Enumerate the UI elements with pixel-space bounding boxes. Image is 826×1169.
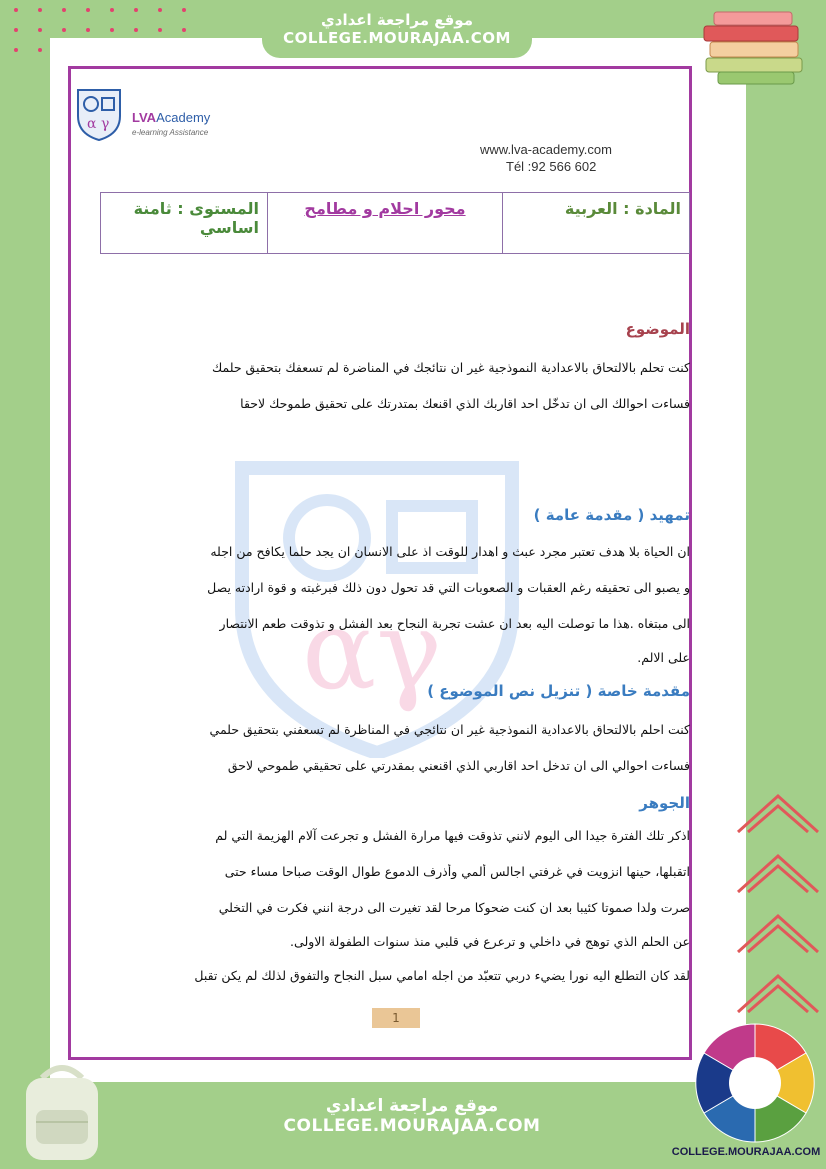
svg-text:α: α <box>87 116 97 132</box>
decorative-dot <box>86 28 90 32</box>
bottom-banner-arabic: موقع مراجعة اعدادي <box>325 1096 499 1116</box>
bottom-banner-url[interactable]: COLLEGE.MOURAJAA.COM <box>283 1116 541 1136</box>
decorative-dot <box>182 28 186 32</box>
core-line: صرت ولدا صموتا كئيبا بعد ان كنت ضحوكا مرحا لقد تغيرت الى درجة انني فكرت في التخلي <box>218 900 690 915</box>
core-line: اذكر تلك الفترة جيدا الى اليوم لانني تذوقت فيها مرارة الفشل و تجرعت آلام الهزيمة التي لم <box>215 828 690 843</box>
decorative-dot <box>14 48 18 52</box>
decorative-dot <box>134 28 138 32</box>
chevron-up-icon <box>734 792 822 1022</box>
decorative-dot <box>158 8 162 12</box>
academy-phone: Tél :92 566 602 <box>506 159 597 174</box>
school-wheel-icon <box>694 1022 816 1144</box>
decorative-dot <box>182 8 186 12</box>
backpack-icon <box>12 1058 112 1163</box>
core-line: اتقبلها، حينها انزويت في غرفتي اجالس ألمي وأذرف الدموع طوال الوقت صباحا مساء حتى <box>224 864 690 879</box>
decorative-dot <box>86 8 90 12</box>
decorative-dot <box>158 28 162 32</box>
level-cell: المستوى : ثامنة اساسي <box>101 193 268 254</box>
topic-heading: الموضوع <box>625 320 690 338</box>
decorative-dot <box>62 8 66 12</box>
lva-logo <box>74 86 234 146</box>
decorative-dot <box>38 28 42 32</box>
core-line: لقد كان التطلع اليه نورا يضيء دربي تتعبّد من اجله امامي سبل النجاح والتفوق لذلك لم يكن تقبل <box>194 968 690 983</box>
subject-cell: المادة : العربية <box>503 193 690 254</box>
corner-site-label[interactable]: COLLEGE.MOURAJAA.COM <box>671 1146 821 1158</box>
academy-name: LVAAcademy <box>132 110 211 125</box>
decorative-dot <box>134 8 138 12</box>
intro-heading: تمهيد ( مقدمة عامة ) <box>533 506 690 524</box>
core-heading: الجوهر <box>639 794 690 812</box>
decorative-dot <box>110 28 114 32</box>
watermark-logo-icon <box>232 458 522 758</box>
top-banner-url[interactable]: COLLEGE.MOURAJAA.COM <box>283 29 511 47</box>
topic-line: فساءت احوالك الى ان تدخّل احد اقاربك الذي اقنعك بمتدرتك على تحقيق طموحك لاحقا <box>240 396 690 411</box>
decorative-dot <box>14 8 18 12</box>
top-banner-arabic: موقع مراجعة اعدادي <box>321 11 473 29</box>
svg-text:γ: γ <box>101 116 110 132</box>
academy-website[interactable]: www.lva-academy.com <box>480 142 612 157</box>
lva-logo-icon <box>74 86 124 142</box>
decorative-dot <box>38 8 42 12</box>
core-line: عن الحلم الذي توهج في داخلي و ترعرع في قلبي منذ سنوات الطفولة الاولى. <box>290 934 690 949</box>
intro-line: على الالم. <box>637 650 690 665</box>
decorative-dot <box>14 28 18 32</box>
bottom-banner[interactable] <box>262 1082 562 1169</box>
academy-tagline: e-learning Assistance <box>132 128 209 137</box>
intro-line: و يصبو الى تحقيقه رغم العقبات و الصعوبات التي قد تحول دون ذلك فبرغبته و قوة ارادته يصل <box>207 580 690 595</box>
axis-cell: محور احلام و مطامح <box>268 193 503 254</box>
top-banner[interactable] <box>262 6 532 58</box>
info-table <box>100 192 690 254</box>
decorative-dot <box>38 48 42 52</box>
intro-line: الى مبتغاه .هذا ما توصلت اليه بعد ان عشت تجربة النجاح بعد الفشل و تذوقت طعم الانتصار <box>219 616 690 631</box>
books-icon <box>700 10 810 90</box>
special-line: فساءت احوالي الى ان تدخل احد اقاربي الذي اقنعني بمقدرتي على تحقيقي طموحي لاحق <box>227 758 690 773</box>
special-heading: مقدمة خاصة ( تنزيل نص الموضوع ) <box>427 682 690 700</box>
special-line: كنت احلم بالالتحاق بالاعدادية النموذجية غير ان نتائجي في المناظرة لم تسعفني بتحقيق حلمي <box>209 722 690 737</box>
topic-line: كنت تحلم بالالتحاق بالاعدادية النموذجية غير ان نتائجك في المناضرة لم تسعفك بتحقيق حلمك <box>211 360 690 375</box>
svg-text:αγ: αγ <box>302 586 443 714</box>
intro-line: ان الحياة بلا هدف تعتبر مجرد عبث و اهدار للوقت اذ على الانسان ان يجد حلما يكافح من اجله <box>210 544 690 559</box>
decorative-dot <box>62 28 66 32</box>
page-number: 1 <box>372 1008 420 1028</box>
decorative-dot <box>110 8 114 12</box>
